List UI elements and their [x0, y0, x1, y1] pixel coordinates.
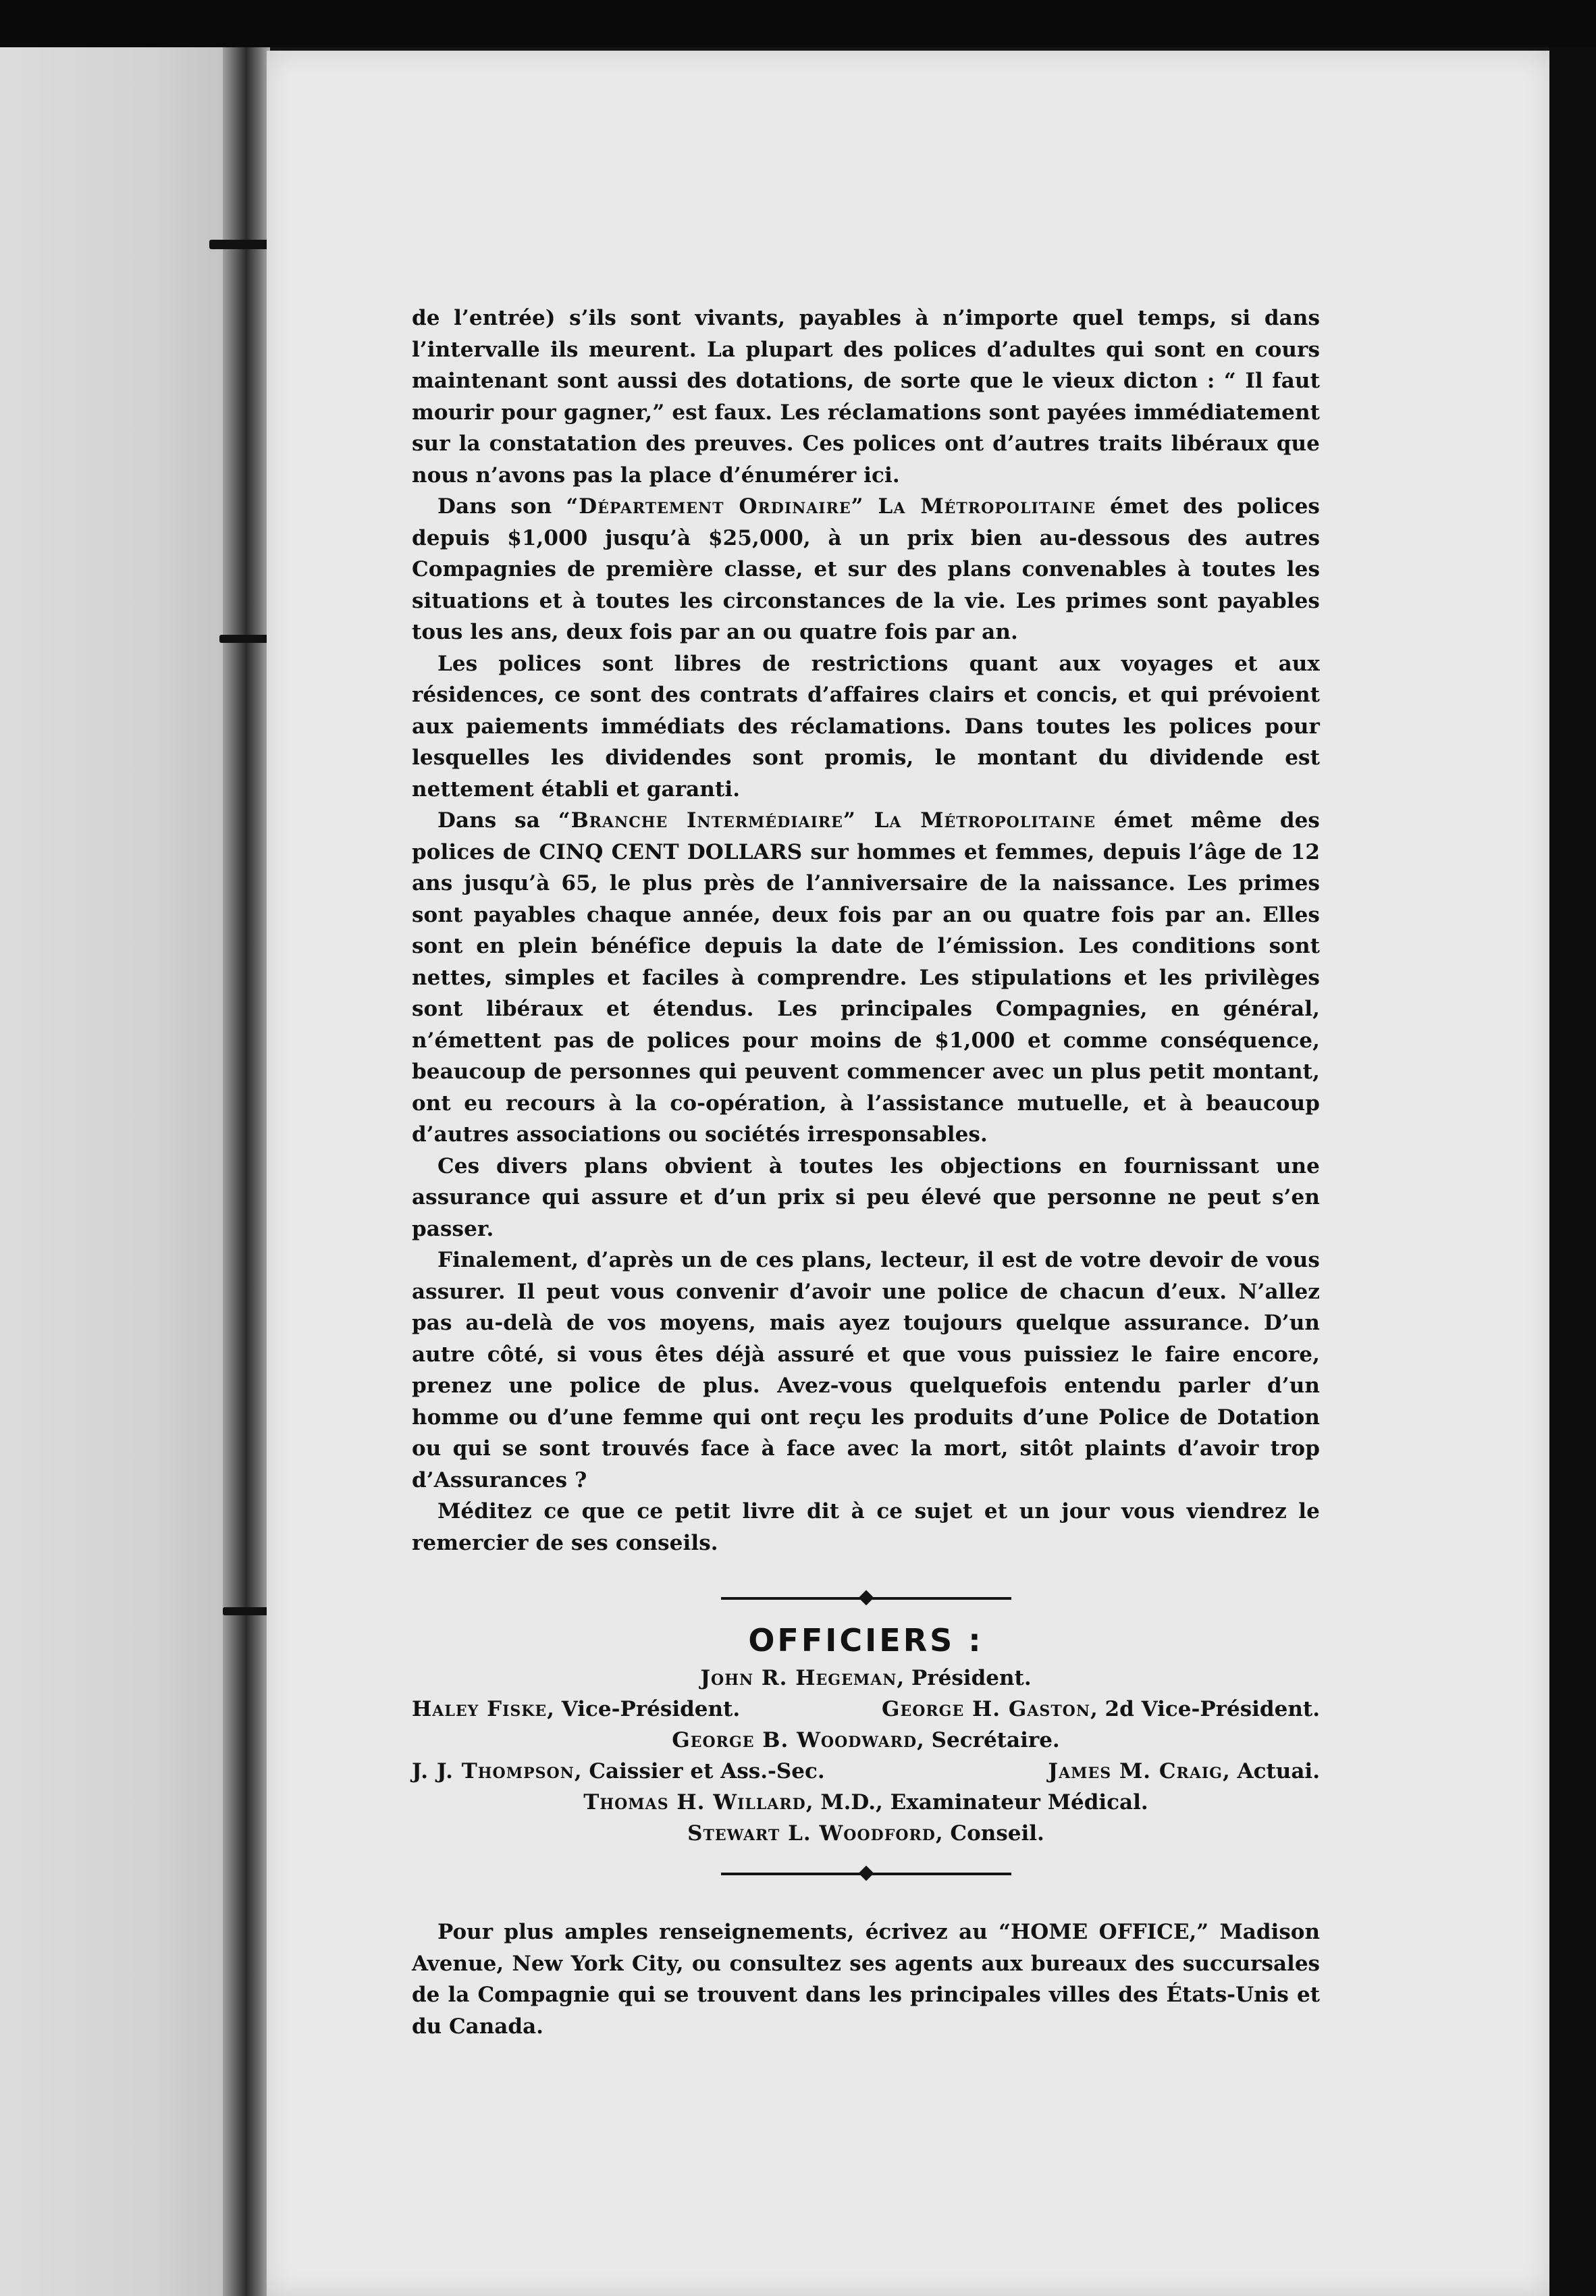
paragraph-ordinary-department: Dans son “Département Ordinaire” La Métropolitaine émet des polices depuis $1,000 jusqu’à $25,000, à un prix bien au-dessous des autres Compagnies de première classe, et sur des plans convenables à toutes les situations et à toutes les circonstances de la vie. Les primes sont payables tous les ans, deux fois par an ou quatre fois par an.	[412, 494, 1320, 644]
officers-heading: OFFICIERS :	[748, 1622, 984, 1659]
ornamental-divider	[721, 1588, 1011, 1609]
scan-right-border	[1549, 47, 1596, 2296]
facing-page-edge	[0, 47, 257, 2296]
officer-vice-presidents: Haley Fiske, Vice-Président. George H. Gaston, 2d Vice-Président.	[412, 1697, 1320, 1721]
paragraph-endowment: de l’entrée) s’ils sont vivants, payables à n’importe quel temps, si dans l’intervalle ils meurent. La plupart des polices d’adultes qui sont en cours maintenant sont aussi des dotations, de sorte que le vieux dicton : “ Il faut mourir pour gagner,” est faux. Les réclamations sont payées immédiatement sur la constatation des preuves. Ces polices ont d’autres traits libéraux que nous n’avons pas la place d’énumérer ici.	[412, 306, 1320, 488]
ordinary-department-name: “Département Ordinaire”	[566, 494, 864, 519]
body-text	[412, 303, 1320, 1559]
intermediate-branch-name: “Branche Intermédiaire”	[558, 808, 856, 833]
company-name: La Métropolitaine	[874, 808, 1096, 833]
book-spine-gutter	[223, 47, 270, 2296]
paragraph-finally: Finalement, d’après un de ces plans, lecteur, il est de votre devoir de vous assurer. Il peut vous convenir d’avoir une police de chacun d’eux. N’allez pas au-delà de vos moyens, mais ayez toujours quelque assurance. D’un autre côté, si vous êtes déjà assuré et que vous puissiez le faire encore, prenez une police de plus. Avez-vous quelquefois entendu parler d’un homme ou d’une femme qui ont reçu les produits d’une Police de Dotation ou qui se sont trouvés face à face avec la mort, sitôt plaints d’avoir trop d’Assurances ?	[412, 1248, 1320, 1492]
paragraph-restrictions: Les polices sont libres de restrictions quant aux voyages et aux résidences, ce sont des contrats d’affaires clairs et concis, et qui prévoient aux paiements immédiats des réclamations. Dans toutes les polices pour lesquelles les dividendes sont promis, le montant du dividende est nettement établi et garanti.	[412, 651, 1320, 802]
officer-medical-examiner: Thomas H. Willard, M.D., Examinateur Médical.	[583, 1790, 1148, 1815]
contact-paragraph: Pour plus amples renseignements, écrivez au “HOME OFFICE,” Madison Avenue, New York City, ou consultez ses agents aux bureaux des succursales de la Compagnie qui se trouvent dans les principales villes des États-Unis et du Canada.	[412, 1920, 1320, 2039]
ornamental-divider	[721, 1864, 1011, 1884]
paragraph-meditate: Méditez ce que ce petit livre dit à ce sujet et un jour vous viendrez le remercier de ses conseils.	[412, 1499, 1320, 1555]
scan-top-border	[0, 0, 1596, 47]
officer-cashier-actuary: J. J. Thompson, Caissier et Ass.-Sec. James M. Craig, Actuai.	[412, 1759, 1320, 1783]
officer-president: John R. Hegeman, Président.	[700, 1666, 1032, 1690]
company-name: La Métropolitaine	[878, 494, 1096, 519]
paragraph-objections: Ces divers plans obvient à toutes les objections en fournissant une assurance qui assure et d’un prix si peu élevé que personne ne peut s’en passer.	[412, 1153, 1320, 1241]
page-content	[412, 303, 1320, 2042]
paragraph-intermediate-branch: Dans sa “Branche Intermédiaire” La Métropolitaine émet même des polices de CINQ CENT DOLLARS sur hommes et femmes, depuis l’âge de 12 ans jusqu’à 65, le plus près de l’anniversaire de la naissance. Les primes sont payables chaque année, deux fois par an ou quatre fois par an. Elles sont en plein bénéfice depuis la date de l’émission. Les conditions sont nettes, simples et faciles à comprendre. Les stipulations et les privilèges sont libéraux et étendus. Les principales Compagnies, en général, n’émettent pas de polices pour moins de $1,000 et comme conséquence, beaucoup de personnes qui peuvent commencer avec un plus petit montant, ont eu recours à la co-opération, à l’assistance mutuelle, et à beaucoup d’autres associations ou sociétés irresponsables.	[412, 808, 1320, 1147]
officer-counsel: Stewart L. Woodford, Conseil.	[687, 1821, 1044, 1846]
officer-secretary: George B. Woodward, Secrétaire.	[672, 1728, 1060, 1752]
